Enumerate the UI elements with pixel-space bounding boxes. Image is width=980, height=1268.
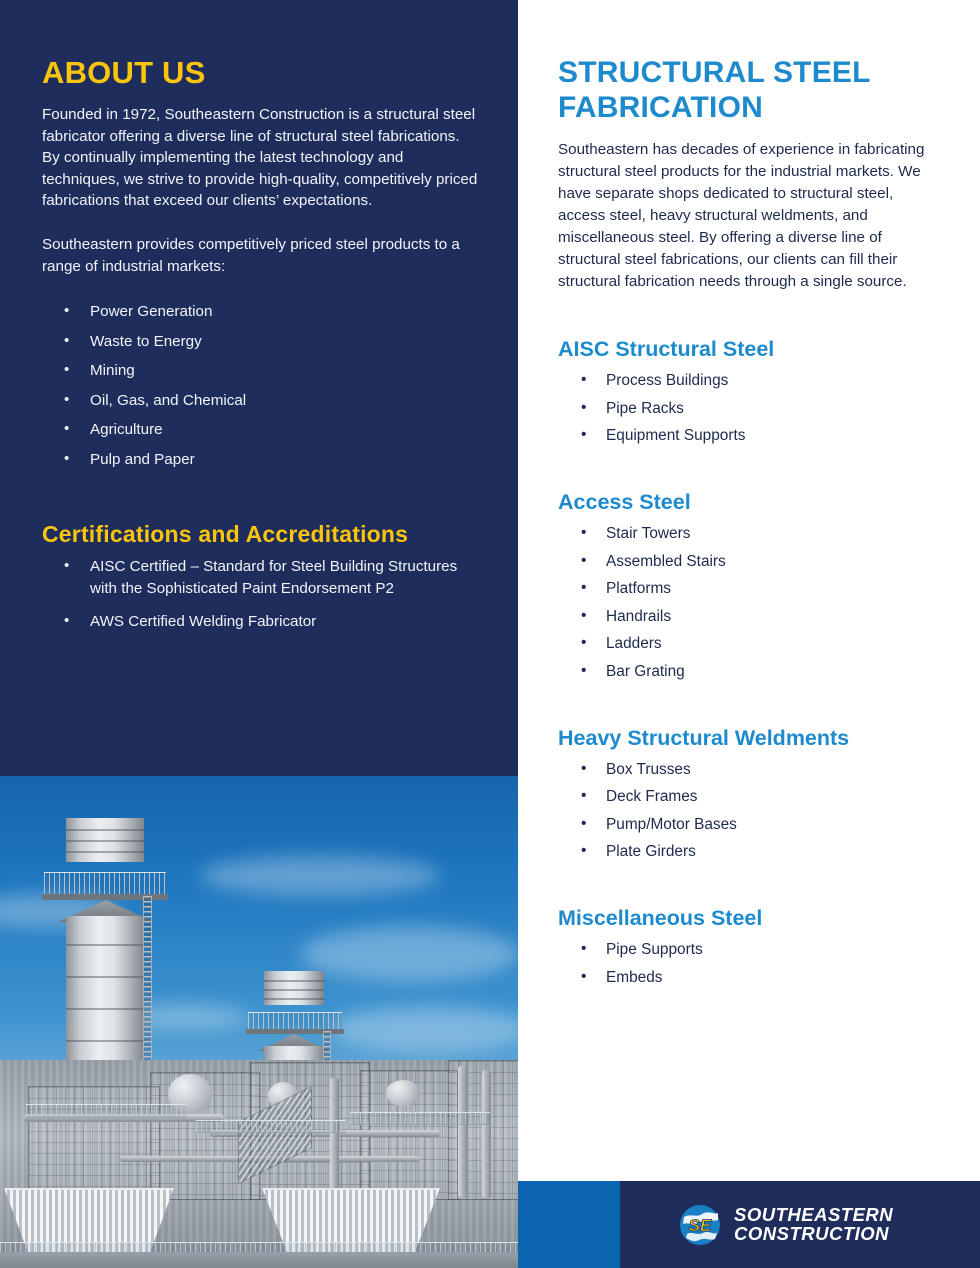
footer-logo-bar [620,1181,980,1268]
list-item [558,633,928,654]
list-item [42,390,478,411]
service-label: Pipe Supports [606,941,703,958]
list-item [558,523,928,544]
market-label: Oil, Gas, and Chemical [90,391,247,409]
list-item [42,611,478,633]
section-title: AISC Structural Steel [558,337,775,361]
service-label: Equipment Supports [606,427,746,444]
about-panel [0,0,518,776]
cloud-wisp [330,1006,518,1052]
list-item [42,449,478,470]
list-item [558,786,928,807]
ground-strip [0,1252,518,1268]
about-paragraph-2: Southeastern provides competitively priced steel products to a range of industrial markets: [42,235,460,275]
riser-pipe [482,1070,491,1198]
list-item [558,967,928,988]
riser-pipe [458,1066,468,1198]
stack-crown [264,971,324,1005]
logo-line-2: CONSTRUCTION [734,1223,890,1244]
market-label: Mining [90,362,135,380]
section-list [558,523,928,682]
section-aisc-structural-steel [558,335,928,446]
cloud-wisp [200,856,440,896]
service-label: Assembled Stairs [606,552,726,570]
section-title: Heavy Structural Weldments [558,725,850,750]
platform-railing [196,1120,346,1133]
section-title: Access Steel [558,490,691,514]
section-heavy-structural-weldments [558,724,928,863]
section-list [558,759,928,863]
list-item [558,398,928,419]
market-label: Pulp and Paper [90,450,195,468]
certification-label: AWS Certified Welding Fabricator [90,612,317,630]
list-item [558,425,928,446]
service-label: Box Trusses [606,760,691,778]
logo-line-1: SOUTHEASTERN [734,1204,894,1225]
logo-wordmark [734,1205,893,1244]
list-item [558,606,928,627]
service-label: Embeds [606,968,663,986]
section-access-steel [558,488,928,682]
service-label: Ladders [606,635,662,652]
certifications-title: Certifications and Accreditations [42,520,409,547]
services-column [518,0,980,1181]
list-item [42,556,478,600]
platform-railing [350,1112,490,1125]
platform-railing [26,1104,186,1118]
list-item [558,814,928,835]
pressure-vessel [386,1080,420,1106]
logo-monogram: SE [688,1215,712,1235]
stack-crown [66,818,144,862]
service-label: Plate Girders [606,843,696,860]
list-item [42,360,478,381]
market-label: Agriculture [90,421,163,439]
list-item [558,370,928,391]
list-item [42,419,478,440]
list-item [558,939,928,960]
cloud-wisp [300,926,518,982]
footer-blue-block [518,1181,620,1268]
industrial-plant-photo [0,776,518,1268]
section-list [558,939,928,988]
certifications-section [42,520,478,633]
section-miscellaneous-steel [558,904,928,988]
list-item [42,301,478,322]
about-paragraph-1: Founded in 1972, Southeastern Construction is a structural steel fabricator offering a diverse line of structural steel fabrications. By continually implementing the latest technology and techniques, we strive to provide high-quality, competitively priced fabrications that exceed our clients’ expectations. [42,106,478,210]
service-label: Bar Grating [606,662,685,680]
list-item [558,841,928,862]
structural-steel-intro-paragraph: Southeastern has decades of experience in fabricating structural steel products for the industrial markets. We have separate shops dedicated to structural steel, access steel, heavy structural weldments, and miscellaneous steel. By offering a diverse line of structural steel fabrications, our clients can fill their structural fabrication needs through a single source. [558,141,925,290]
list-item [558,578,928,599]
market-label: Power Generation [90,303,213,321]
structural-steel-fabrication-title: STRUCTURAL STEEL FABRICATION [558,56,871,124]
section-list [558,370,928,446]
about-us-title: ABOUT US [42,55,206,90]
service-label: Handrails [606,607,672,625]
list-item [558,759,928,780]
certification-label: AISC Certified – Standard for Steel Building Structures with the Sophisticated Paint Endorsement P2 [90,557,458,597]
service-label: Pipe Racks [606,399,684,417]
service-label: Stair Towers [606,525,691,542]
certifications-list [42,556,478,633]
list-item [558,551,928,572]
list-item [558,661,928,682]
service-label: Pump/Motor Bases [606,815,737,833]
globe-icon [678,1203,722,1247]
section-title: Miscellaneous Steel [558,906,763,930]
list-item [42,331,478,352]
process-plant-structure [0,1060,518,1268]
service-label: Deck Frames [606,788,698,805]
riser-pipe [330,1078,339,1190]
market-label: Waste to Energy [90,332,202,350]
service-label: Platforms [606,580,671,597]
stack-railing [44,872,166,896]
service-label: Process Buildings [606,372,729,389]
industrial-markets-list [42,301,478,470]
